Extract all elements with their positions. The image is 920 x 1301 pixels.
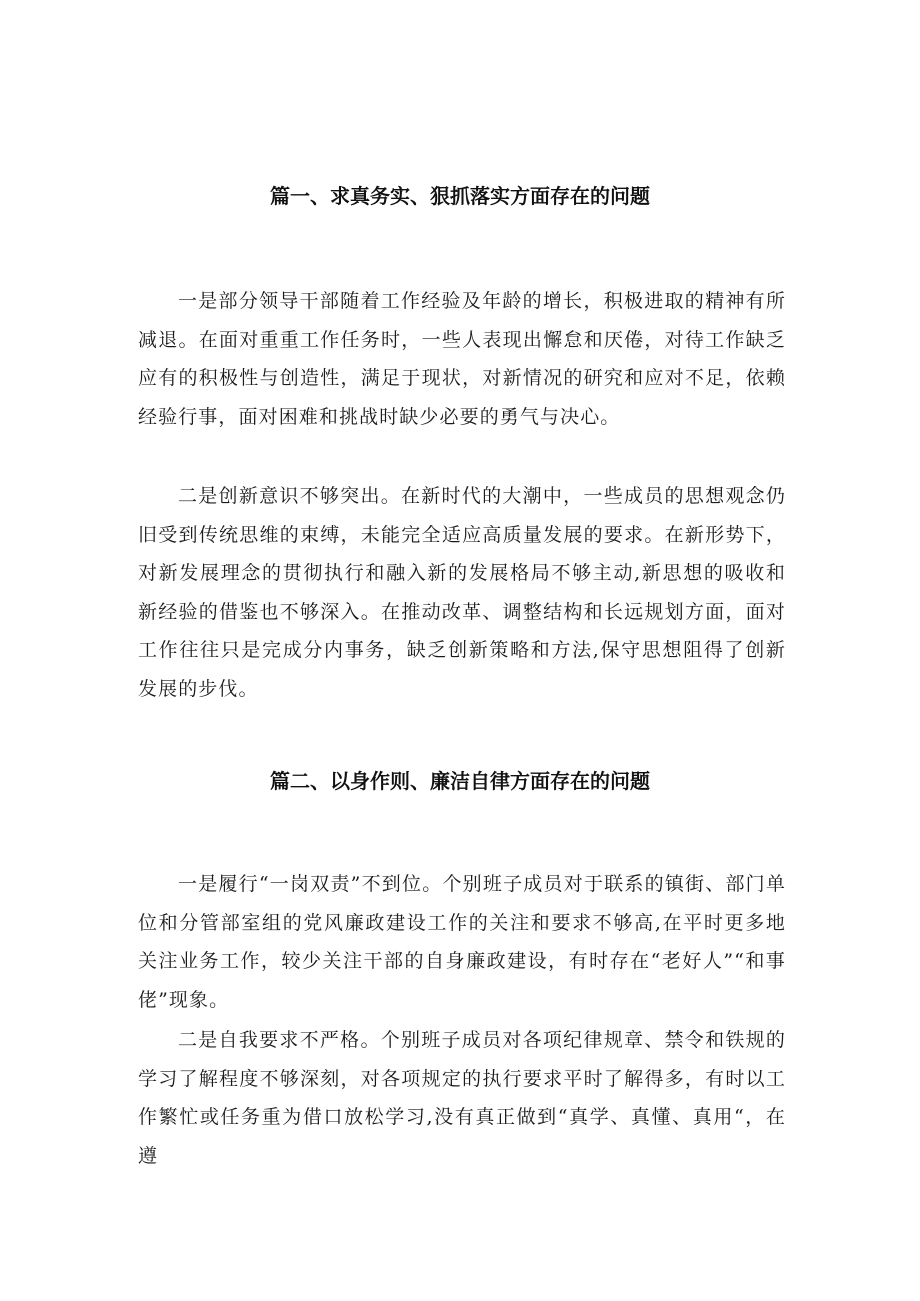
section-2-paragraph-2: 二是自我要求不严格。个别班子成员对各项纪律规章、禁令和铁规的学习了解程度不够深刻，对各项规定的执行要求平时了解得多，有时以工作繁忙或任务重为借口放松学习,没有真正做到“真学、真懂、真用“，在遵: [138, 1029, 786, 1167]
section-2-paragraph-1: 一是履行“一岗双责”不到位。个别班子成员对于联系的镇街、部门单位和分管部室组的党风廉政建设工作的关注和要求不够高,在平时更多地关注业务工作，较少关注干部的自身廉政建设，有时存在“老好人”“和事佬”现象。: [138, 873, 786, 1011]
section-1-paragraph-1: 一是部分领导干部随着工作经验及年龄的增长，积极进取的精神有所减退。在面对重重工作任务时，一些人表现出懈怠和厌倦，对待工作缺乏应有的积极性与创造性，满足于现状，对新情况的研究和应对不足，依赖经验行事，面对困难和挑战时缺少必要的勇气与决心。: [138, 290, 786, 428]
section-2-title: 篇二、以身作则、廉洁自律方面存在的问题: [270, 769, 650, 793]
section-1-title: 篇一、求真务实、狠抓落实方面存在的问题: [270, 184, 650, 208]
section-1-paragraph-2: 二是创新意识不够突出。在新时代的大潮中，一些成员的思想观念仍旧受到传统思维的束缚，未能完全适应高质量发展的要求。在新形势下，对新发展理念的贯彻执行和融入新的发展格局不够主动,新思想的吸收和新经验的借鉴也不够深入。在推动改革、调整结构和长远规划方面，面对工作往往只是完成分内事务，缺乏创新策略和方法,保守思想阻得了创新发展的步伐。: [138, 485, 786, 700]
